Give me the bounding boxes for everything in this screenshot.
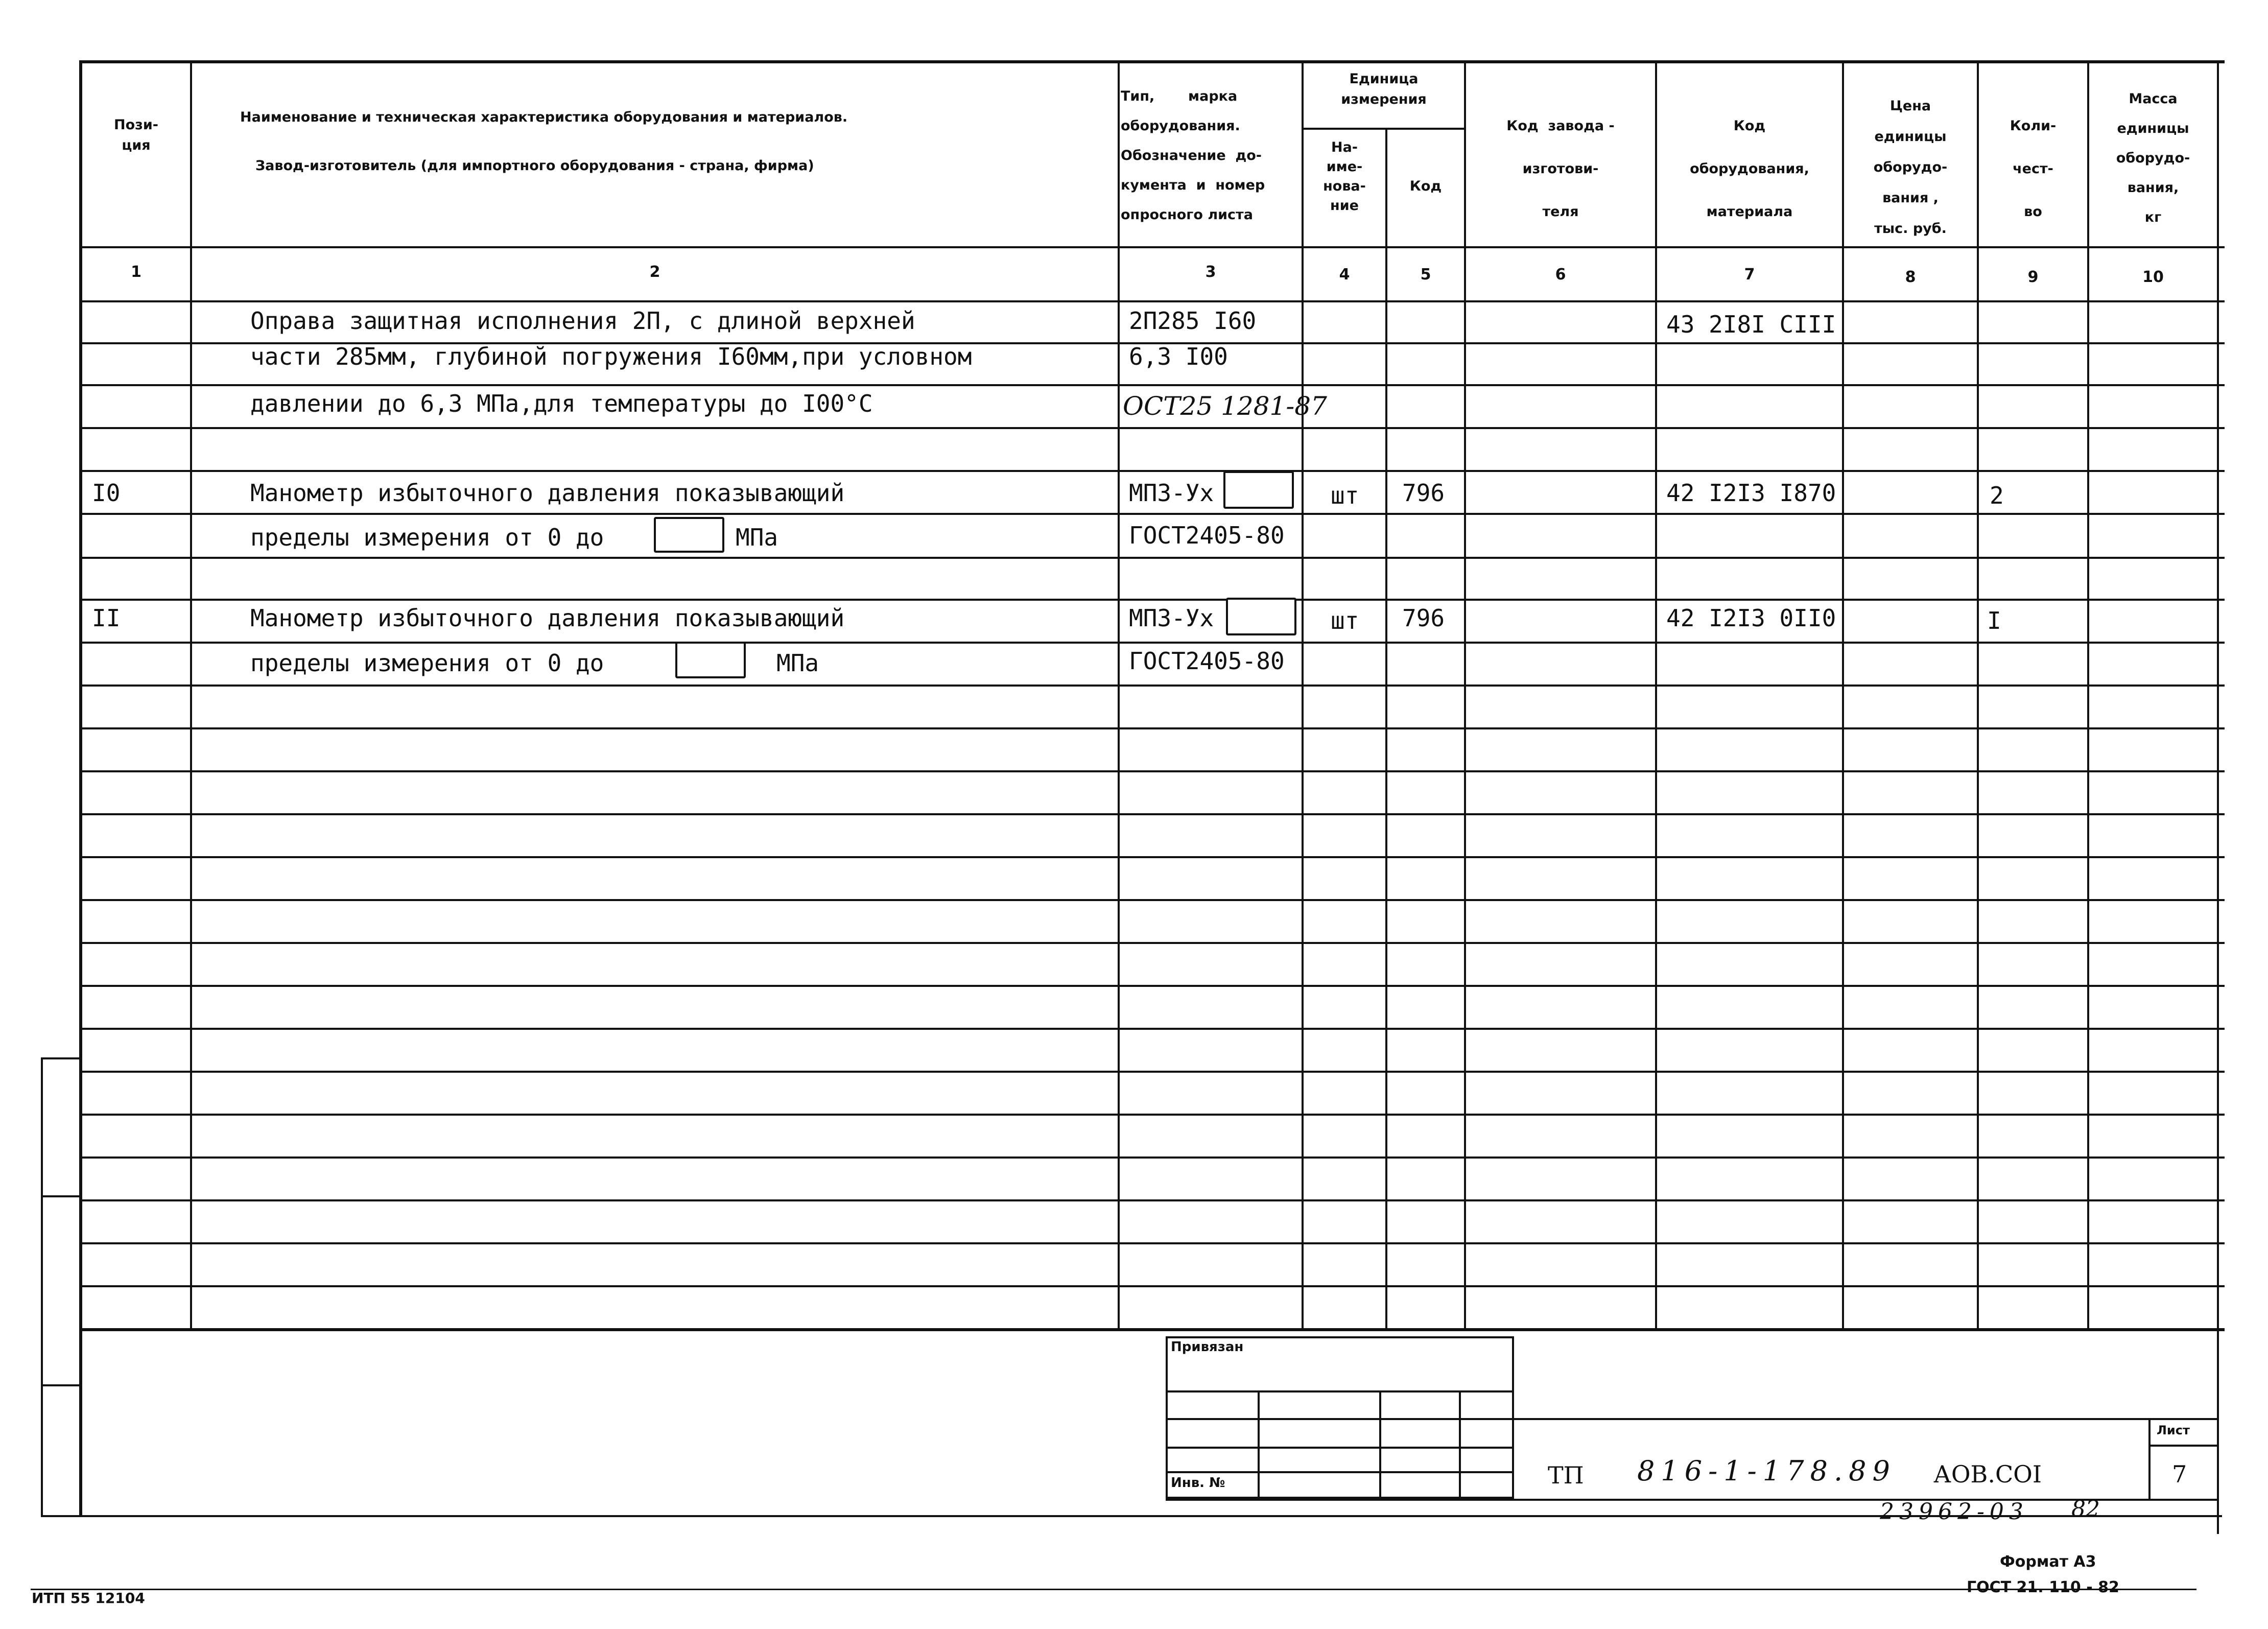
- footer-left-code: ИТП 55 12104: [32, 1590, 145, 1607]
- header-type: Тип, марка оборудования. Обозначение до- кумента и номер опросного листа: [1121, 88, 1265, 223]
- header-quantity: Коли- чест- во: [2010, 118, 2057, 220]
- item-unit-code: 796: [1402, 604, 1445, 632]
- item-unit-code: 796: [1402, 479, 1445, 507]
- column-number: 1: [131, 263, 141, 281]
- item-quantity: I: [1987, 607, 2001, 634]
- item-standard: ГОСТ2405-80: [1129, 647, 1285, 675]
- sheet-label: Лист: [2157, 1423, 2190, 1437]
- header-position: Пози- ция: [114, 117, 158, 153]
- column-number: 7: [1744, 266, 1755, 284]
- header-factory-code: Код завода - изготови- теля: [1506, 118, 1615, 220]
- item-unit: шт: [1331, 482, 1359, 509]
- item-equipment-code: 42 I2I3 0II0: [1666, 604, 1836, 632]
- handwritten-number: 23962-03: [1880, 1499, 2028, 1525]
- blank-field-box: [1226, 598, 1296, 635]
- column-number: 5: [1420, 266, 1431, 284]
- header-name-line1: Наименование и техническая характеристика оборудования и материалов.: [240, 109, 848, 125]
- header-mass: Масса единицы оборудо- вания, кг: [2116, 91, 2190, 225]
- item-description: пределы измерения от 0 до: [250, 649, 604, 677]
- item-position: II: [92, 604, 121, 632]
- blank-field-box: [654, 517, 724, 553]
- column-number: 2: [649, 263, 660, 281]
- item-unit-label: МПа: [776, 649, 819, 677]
- item-standard: ОСТ25 1281-87: [1123, 391, 1327, 421]
- column-number: 4: [1339, 266, 1350, 284]
- column-number: 9: [2027, 268, 2039, 286]
- header-unit: Единица измерения: [1341, 71, 1427, 107]
- item-type: МПЗ-Ух: [1129, 479, 1214, 507]
- blank-field-box: [675, 642, 746, 678]
- header-unit-name: На- име- нова- ние: [1323, 139, 1366, 214]
- header-price: Цена единицы оборудо- вания , тыс. руб.: [1873, 98, 1948, 237]
- inventory-number-label: Инв. №: [1171, 1475, 1225, 1491]
- column-number: 6: [1555, 266, 1566, 284]
- document-code: АОВ.СОI: [1933, 1460, 2042, 1488]
- item-type: 2П285 I60: [1129, 307, 1257, 335]
- column-number: 10: [2142, 268, 2164, 286]
- item-description: пределы измерения от 0 до: [250, 524, 604, 551]
- sheet-number: 7: [2172, 1460, 2187, 1488]
- item-description: Манометр избыточного давления показывающий: [250, 604, 845, 632]
- project-type: ТП: [1548, 1461, 1584, 1489]
- item-description: Манометр избыточного давления показывающий: [250, 479, 845, 507]
- format-label: Формат А3: [2000, 1553, 2096, 1571]
- item-description: давлении до 6,3 МПа,для температуры до I00°С: [250, 390, 873, 417]
- handwritten-number-2: 82: [2071, 1496, 2100, 1522]
- item-unit-label: МПа: [736, 524, 778, 551]
- blank-field-box: [1223, 471, 1294, 509]
- item-equipment-code: 43 2I8I СIII: [1666, 311, 1836, 338]
- attached-label: Привязан: [1171, 1339, 1244, 1355]
- column-number: 3: [1205, 263, 1216, 281]
- item-description: Оправа защитная исполнения 2П, с длиной верхней: [250, 307, 915, 335]
- item-type: 6,3 I00: [1129, 343, 1228, 370]
- header-unit-code: Код: [1409, 178, 1442, 194]
- header-name-line2: Завод-изготовитель (для импортного оборудования - страна, фирма): [255, 158, 814, 174]
- item-position: I0: [92, 479, 121, 507]
- item-standard: ГОСТ2405-80: [1129, 522, 1285, 549]
- column-number: 8: [1905, 268, 1916, 286]
- item-quantity: 2: [1990, 482, 2004, 509]
- header-equipment-code: Код оборудования, материала: [1690, 118, 1809, 220]
- item-equipment-code: 42 I2I3 I870: [1666, 479, 1836, 507]
- item-type: МПЗ-Ух: [1129, 604, 1214, 632]
- item-unit: шт: [1331, 607, 1359, 634]
- gost-label: ГОСТ 21. 110 - 82: [1967, 1578, 2119, 1596]
- item-description: части 285мм, глубиной погружения I60мм,при условном: [250, 343, 972, 370]
- document-number: 816-1-178.89: [1637, 1455, 1896, 1487]
